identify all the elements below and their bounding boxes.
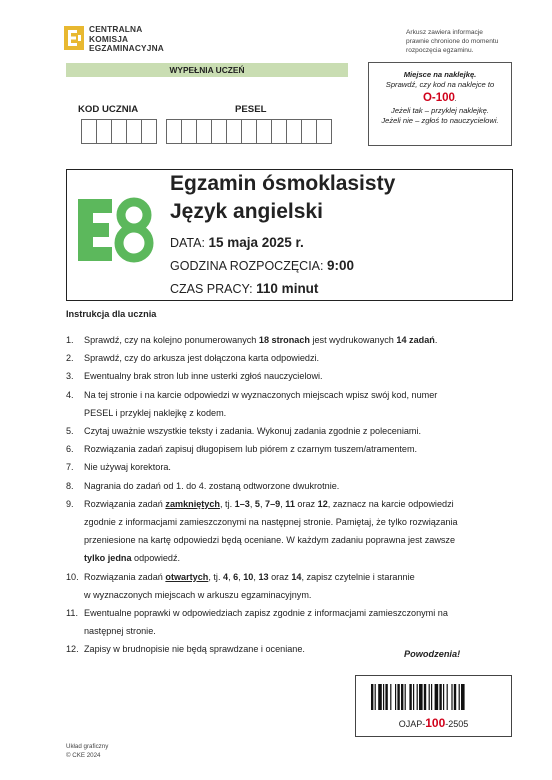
item-text: Nie używaj korektora. xyxy=(84,462,171,473)
item-fragment-bold: 11 xyxy=(285,498,295,509)
item-fragment-bold: 14 xyxy=(291,571,302,582)
footer-credit xyxy=(66,743,108,760)
code-digit-box[interactable] xyxy=(126,119,142,144)
item-line: PESEL i przyklej naklejkę z kodem. xyxy=(84,407,227,418)
logo-line: EGZAMINACYJNA xyxy=(89,43,164,54)
sticker-area[interactable] xyxy=(368,62,512,146)
item-number: 7. xyxy=(66,462,74,473)
barcode-bar xyxy=(378,684,382,710)
start-label: GODZINA ROZPOCZĘCIA: xyxy=(170,259,324,273)
item-number: 11. xyxy=(66,608,78,619)
sticker-line: Jeżeli nie – zgłoś to nauczycielowi. xyxy=(381,116,499,126)
list-item xyxy=(66,440,514,458)
barcode-bar xyxy=(390,684,391,710)
item-text: Czytaj uważnie wszystkie teksty i zadania. Wykonuj zadania zgodnie z poleceniami. xyxy=(84,426,422,437)
barcode-bar xyxy=(383,684,384,710)
pesel-digit-box[interactable] xyxy=(256,119,272,144)
item-number: 2. xyxy=(66,353,74,364)
pesel-digit-box[interactable] xyxy=(271,119,287,144)
item-fragment: odpowiedź. xyxy=(131,553,181,564)
barcode-bar xyxy=(409,684,411,710)
item-line: Ewentualne poprawki w odpowiedziach zapisz zgodnie z informacjami zamieszczonymi na xyxy=(84,608,448,619)
barcode-bar xyxy=(385,684,387,710)
barcode-bar xyxy=(375,684,376,710)
item-fragment: Rozwiązania zadań xyxy=(84,571,166,582)
item-line: przeniesione na kartę odpowiedzi będą oceniane. W każdym zadaniu poprawna jest zawsze xyxy=(84,535,456,546)
barcode-bar xyxy=(419,684,423,710)
date-value: 15 maja 2025 r. xyxy=(208,235,304,250)
item-fragment-bold: 6 xyxy=(233,571,239,582)
item-line: Na tej stronie i na karcie odpowiedzi w wyznaczonych miejscach wpisz swój kod, numer xyxy=(84,389,438,400)
item-text xyxy=(84,386,514,422)
code-digit-box[interactable] xyxy=(81,119,97,144)
code-digit-box[interactable] xyxy=(111,119,127,144)
exam-subject: Język angielski xyxy=(170,200,323,223)
pesel-boxes[interactable] xyxy=(167,119,332,144)
sticker-line: Jeżeli tak – przyklej naklejkę. xyxy=(391,105,489,115)
item-number: 12. xyxy=(66,644,79,655)
item-fragment-bold: 7–9 xyxy=(265,498,281,509)
footer-line: Układ graficzny xyxy=(66,743,109,750)
item-fragment-bold: 1–3 xyxy=(234,498,250,509)
pesel-digit-box[interactable] xyxy=(166,119,182,144)
logo-line: CENTRALNA xyxy=(89,24,143,34)
barcode-bar xyxy=(424,684,426,710)
item-number: 4. xyxy=(66,389,74,400)
item-fragment-bold: zamkniętych xyxy=(165,498,220,509)
code-digit-box[interactable] xyxy=(96,119,112,144)
list-item xyxy=(66,386,514,422)
item-text: Rozwiązania zadań zapisuj długopisem lub piórem z czarnym tuszem/atramentem. xyxy=(84,444,418,455)
item-number: 6. xyxy=(66,444,74,455)
item-fragment: , xyxy=(259,498,266,509)
item-fragment: Rozwiązania zadań xyxy=(84,498,166,509)
item-text: Sprawdź, czy do arkusza jest dołączona karta odpowiedzi. xyxy=(84,353,320,364)
pesel-digit-box[interactable] xyxy=(286,119,302,144)
item-fragment-bold: otwartych xyxy=(165,571,209,582)
item-number: 9. xyxy=(66,498,74,509)
date-label: DATA: xyxy=(170,236,205,250)
item-fragment: , xyxy=(280,498,286,509)
item-fragment-bold: 13 xyxy=(258,571,269,582)
item-fragment: jest wydrukowanych xyxy=(309,335,397,345)
item-fragment-bold: 5 xyxy=(254,498,260,509)
item-text: Zapisy w brudnopisie nie będą sprawdzane i oceniane. xyxy=(84,644,305,655)
barcode-prefix: OJAP- xyxy=(398,719,426,729)
barcode-bar xyxy=(371,684,373,710)
item-text xyxy=(84,568,514,604)
code-digit-box[interactable] xyxy=(141,119,157,144)
barcode-bar xyxy=(429,684,430,710)
list-item xyxy=(66,331,514,349)
item-fragment-bold: 18 stronach xyxy=(258,335,310,345)
barcode-bar xyxy=(435,684,439,710)
barcode-bar xyxy=(431,684,432,710)
item-fragment: , xyxy=(249,498,255,509)
barcode-icon xyxy=(371,684,499,710)
sticker-code: O-100 xyxy=(422,91,455,104)
item-fragment: , zapisz czytelnie i starannie xyxy=(301,571,415,582)
list-item xyxy=(66,367,514,385)
list-item xyxy=(66,495,514,568)
pesel-digit-box[interactable] xyxy=(211,119,227,144)
barcode-bar xyxy=(447,684,448,710)
note-line: Arkusz zawiera informacje xyxy=(406,29,483,36)
barcode-bar xyxy=(405,684,406,710)
barcode-bar xyxy=(443,684,444,710)
item-fragment: , xyxy=(228,571,234,582)
pesel-digit-box[interactable] xyxy=(181,119,197,144)
sticker-title: Miejsce na naklejkę. xyxy=(403,70,477,79)
barcode-variant: 100 xyxy=(425,716,446,730)
item-fragment-bold: 10 xyxy=(243,571,254,582)
student-section-label: WYPEŁNIA UCZEŃ xyxy=(169,65,245,75)
item-fragment: , xyxy=(238,571,244,582)
item-line: w wyznaczonych miejscach w arkuszu egzaminacyjnym. xyxy=(84,589,312,600)
item-line xyxy=(84,549,514,567)
list-item xyxy=(66,422,514,440)
item-line xyxy=(84,495,514,513)
item-text: Nagrania do zadań od 1. do 4. zostaną odtworzone dwukrotnie. xyxy=(84,480,340,491)
barcode-code xyxy=(355,716,512,730)
exam-start-line xyxy=(170,258,354,273)
instructions-title: Instrukcja dla ucznia xyxy=(66,309,157,319)
sticker-code-suffix: . xyxy=(454,93,458,103)
item-fragment-bold: 14 zadań xyxy=(396,335,435,345)
start-value: 9:00 xyxy=(326,258,355,273)
item-number: 10. xyxy=(66,571,79,582)
pesel-digit-box[interactable] xyxy=(196,119,212,144)
barcode-bar xyxy=(395,684,396,710)
instructions-list xyxy=(66,331,514,659)
barcode-bar xyxy=(417,684,418,710)
barcode-bar xyxy=(461,684,465,710)
item-fragment-bold: tylko jedna xyxy=(84,553,132,564)
item-text xyxy=(84,495,514,568)
item-fragment-bold: 12 xyxy=(317,498,328,509)
cke-logo-icon xyxy=(64,26,84,50)
barcode-bar xyxy=(451,684,452,710)
item-fragment: . xyxy=(434,335,438,345)
item-line xyxy=(84,568,514,586)
list-item xyxy=(66,349,514,367)
confidential-note xyxy=(406,28,498,56)
note-line: rozpoczęcia egzaminu. xyxy=(406,47,474,55)
pesel-digit-box[interactable] xyxy=(316,119,332,144)
e8-badge-icon xyxy=(76,197,156,263)
footer-line: © CKE 2024 xyxy=(66,751,101,759)
exam-duration-line xyxy=(170,281,318,296)
barcode-suffix: -2505 xyxy=(445,719,469,729)
pesel-digit-box[interactable] xyxy=(301,119,317,144)
item-fragment: Sprawdź, czy na kolejno ponumerowanych xyxy=(84,335,259,345)
item-number: 3. xyxy=(66,371,74,382)
barcode-bar xyxy=(401,684,403,710)
item-fragment: , tj. xyxy=(208,571,223,582)
student-code-label: KOD UCZNIA xyxy=(78,104,139,115)
item-text xyxy=(84,604,514,640)
duration-value: 110 minut xyxy=(256,281,319,296)
list-item xyxy=(66,458,514,476)
sticker-line: Sprawdź, czy kod na naklejce to xyxy=(385,80,495,90)
pesel-label: PESEL xyxy=(235,104,267,115)
barcode-bar xyxy=(397,684,399,710)
barcode-bar xyxy=(454,684,456,710)
logo-line: KOMISJA xyxy=(89,33,129,44)
barcode-bar xyxy=(439,684,441,710)
exam-date-line xyxy=(170,235,304,250)
item-fragment: oraz xyxy=(294,498,318,509)
barcode-bar xyxy=(459,684,460,710)
item-number: 5. xyxy=(66,426,74,437)
cke-logo-text xyxy=(89,25,164,54)
item-fragment: oraz xyxy=(268,571,292,582)
item-line: zgodnie z informacjami zamieszczonymi na następnej stronie. Pamiętaj, że tylko rozwiązania xyxy=(84,517,458,528)
student-code-boxes[interactable] xyxy=(82,119,157,144)
item-line: następnej stronie. xyxy=(84,626,156,637)
item-fragment: , xyxy=(253,571,259,582)
barcode-bar xyxy=(413,684,414,710)
list-item xyxy=(66,477,514,495)
item-fragment: , zaznacz na karcie odpowiedzi xyxy=(327,498,454,509)
closing-text: Powodzenia! xyxy=(404,649,461,659)
exam-title: Egzamin ósmoklasisty xyxy=(170,172,396,195)
item-fragment: , tj. xyxy=(219,498,235,509)
note-line: prawnie chronione do momentu xyxy=(406,38,499,46)
duration-label: CZAS PRACY: xyxy=(170,282,253,296)
item-text: Ewentualny brak stron lub inne usterki zgłoś nauczycielowi. xyxy=(84,371,323,382)
list-item xyxy=(66,604,514,640)
item-number: 1. xyxy=(66,335,74,345)
item-fragment-bold: 4 xyxy=(223,571,229,582)
pesel-digit-box[interactable] xyxy=(226,119,242,144)
list-item xyxy=(66,568,514,604)
item-text xyxy=(84,331,514,349)
item-number: 8. xyxy=(66,480,74,491)
pesel-digit-box[interactable] xyxy=(241,119,257,144)
